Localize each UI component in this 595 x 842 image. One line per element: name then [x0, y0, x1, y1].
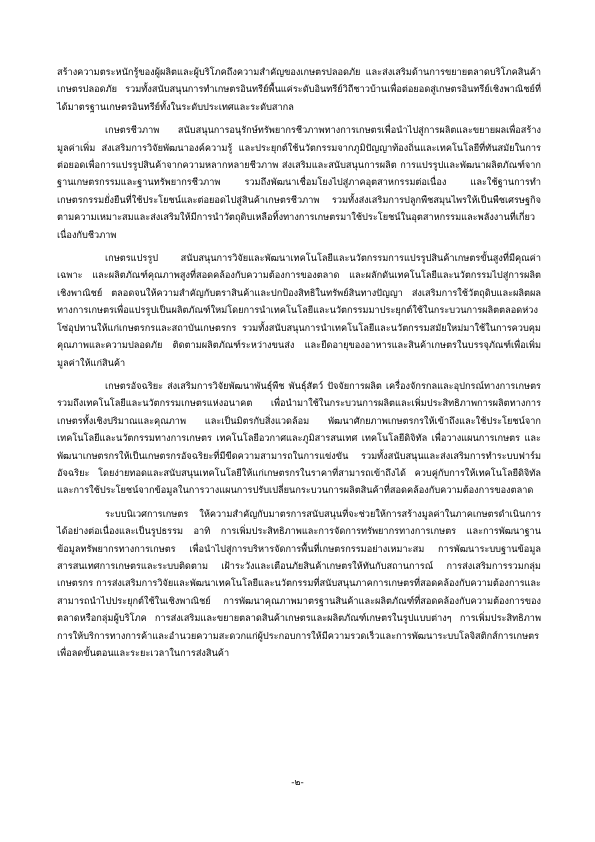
- paragraph-agricultural-ecosystem: ระบบนิเวศการเกษตร ให้ความสำคัญกับมาตรการสนับสนุนที่จะช่วยให้การสร้างมูลค่าในภาคเกษตรดำเนินการได้อย่างต่อเนื่องและเป็นรูปธรรม อาทิ การเพิ่มประสิทธิภาพและการจัดการทรัพยากรทางการเกษตร และการพัฒนาฐานข้อมูลทรัพยากรทางการเกษตร เพื่อนำไปสู่การบริหารจัดการพื้นที่เกษตรกรรมอย่างเหมาะสม การพัฒนาระบบฐานข้อมูลสารสนเทศการเกษตรและระบบติดตาม เฝ้าระวังและเตือนภัยสินค้าเกษตรให้ทันกับสถานการณ์ การส่งเสริมการรวมกลุ่มเกษตรกร การส่งเสริมการวิจัยและพัฒนาเทคโนโลยีและนวัตกรรมที่สนับสนุนภาคการเกษตรที่สอดคล้องกับความต้องการและสามารถนำไปประยุกต์ใช้ในเชิงพาณิชย์ การพัฒนาคุณภาพมาตรฐานสินค้าและผลิตภัณฑ์ที่สอดคล้องกับความต้องการของตลาดหรือกลุ่มผู้บริโภค การส่งเสริมและขยายตลาดสินค้าเกษตรและผลิตภัณฑ์เกษตรในรูปแบบต่างๆ การเพิ่มประสิทธิภาพการให้บริการทางการค้าและอำนวยความสะดวกแก่ผู้ประกอบการให้มีความรวดเร็วและการพัฒนาระบบโลจิสติกส์การเกษตร เพื่อลดขั้นตอนและระยะเวลาในการส่งสินค้า: [57, 508, 541, 659]
- paragraph-intro: สร้างความตระหนักรู้ของผู้ผลิตและผู้บริโภคถึงความสำคัญของเกษตรปลอดภัย และส่งเสริมด้านการขยายตลาดบริโภคสินค้าเกษตรปลอดภัย รวมทั้งสนับสนุนการทำเกษตรอินทรีย์พื้นแค่ระดับอินทรีย์วิถีชาวบ้านเพื่อต่อยอดสู่เกษตรอินทรีย์เชิงพาณิชย์ที่ได้มาตรฐานเกษตรอินทรีย์ทั้งในระดับประเทศและระดับสากล: [57, 67, 541, 113]
- paragraph-smart-agriculture: เกษตรอัจฉริยะ ส่งเสริมการวิจัยพัฒนาพันธุ์พืช พันธุ์สัตว์ ปัจจัยการผลิต เครื่องจักรกลและอุปกรณ์ทางการเกษตร รวมถึงเทคโนโลยีและนวัตกรรมเกษตรแห่งอนาคต เพื่อนำมาใช้ในกระบวนการผลิตและเพิ่มประสิทธิภาพการผลิตทางการเกษตรทั้งเชิงปริมาณและคุณภาพ และเป็นมิตรกับสิ่งแวดล้อม พัฒนาศักยภาพเกษตรกรให้เข้าถึงและใช้ประโยชน์จากเทคโนโลยีและนวัตกรรมทางการเกษตร เทคโนโลยีอวกาศและภูมิสารสนเทศ เทคโนโลยีดิจิทัล เพื่อวางแผนการเกษตร และพัฒนาเกษตรกรให้เป็นเกษตรกรอัจฉริยะที่มีขีดความสามารถในการแข่งขัน รวมทั้งสนับสนุนและส่งเสริมการทำระบบฟาร์มอัจฉริยะ โดยง่ายทอดและสนับสนุนเทคโนโลยีให้แก่เกษตรกรในราคาที่สามารถเข้าถึงได้ ควบคู่กับการให้เทคโนโลยีดิจิทัลและการใช้ประโยชน์จากข้อมูลในการวางแผนการปรับเปลี่ยนกระบวนการผลิตสินค้าที่สอดคล้องกับความต้องการของตลาด: [57, 380, 541, 497]
- paragraph-bio-agriculture: เกษตรชีวภาพ สนับสนุนการอนุรักษ์ทรัพยากรชีวภาพทางการเกษตรเพื่อนำไปสู่การผลิตและขยายผลเพื่อสร้างมูลค่าเพิ่ม ส่งเสริมการวิจัยพัฒนาองค์ความรู้ และประยุกต์ใช้นวัตกรรมจากภูมิปัญญาท้องถิ่นและเทคโนโลยีที่ทันสมัยในการต่อยอดเพื่อการแปรรูปสินค้าจากความหลากหลายชีวภาพ ส่งเสริมและสนับสนุนการผลิต การแปรรูปและพัฒนาผลิตภัณฑ์จากฐานเกษตรกรรมและฐานทรัพยากรชีวภาพ รวมถึงพัฒนาเชื่อมโยงไปสู่ภาคอุตสาหกรรมต่อเนื่อง และใช้ฐานการทำเกษตรกรรมยั่งยืนที่ใช้ประโยชน์และต่อยอดไปสู่สินค้าเกษตรชีวภาพ รวมทั้งส่งเสริมการปลูกพืชสมุนไพรให้เป็นพืชเศรษฐกิจตามความเหมาะสมและส่งเสริมให้มีการนำวัตถุดิบเหลือทิ้งทางการเกษตรมาใช้ประโยชน์ในอุตสาหกรรมและพลังงานที่เกี่ยวเนื่องกับชีวภาพ: [57, 125, 541, 241]
- paragraph-processed-agriculture: เกษตรแปรรูป สนับสนุนการวิจัยและพัฒนาเทคโนโลยีและนวัตกรรมการแปรรูปสินค้าเกษตรขั้นสูงที่มีคุณค่าเฉพาะ และผลิตภัณฑ์คุณภาพสูงที่สอดคล้องกับความต้องการของตลาด และผลักดันเทคโนโลยีและนวัตกรรมไปสู่การผลิตเชิงพาณิชย์ ตลอดจนให้ความสำคัญกับตราสินค้าและปกป้องสิทธิในทรัพย์สินทางปัญญา ส่งเสริมการใช้วัตถุดิบและผลิตผลทางการเกษตรเพื่อแปรรูปเป็นผลิตภัณฑ์ใหม่โดยการนำเทคโนโลยีและนวัตกรรมมาประยุกต์ใช้ในกระบวนการผลิตตลอดห่วงโซ่อุปทานให้แก่เกษตรกรและสถาบันเกษตรกร รวมทั้งสนับสนุนการนำเทคโนโลยีและนวัตกรรมสมัยใหม่มาใช้ในการควบคุมคุณภาพและความปลอดภัย ติดตามผลิตภัณฑ์ระหว่างขนส่ง และยืดอายุของอาหารและสินค้าเกษตรในบรรจุภัณฑ์เพื่อเพิ่มมูลค่าให้แก่สินค้า: [57, 253, 541, 369]
- document-body: [57, 64, 541, 662]
- page-number: -๒-: [291, 778, 304, 788]
